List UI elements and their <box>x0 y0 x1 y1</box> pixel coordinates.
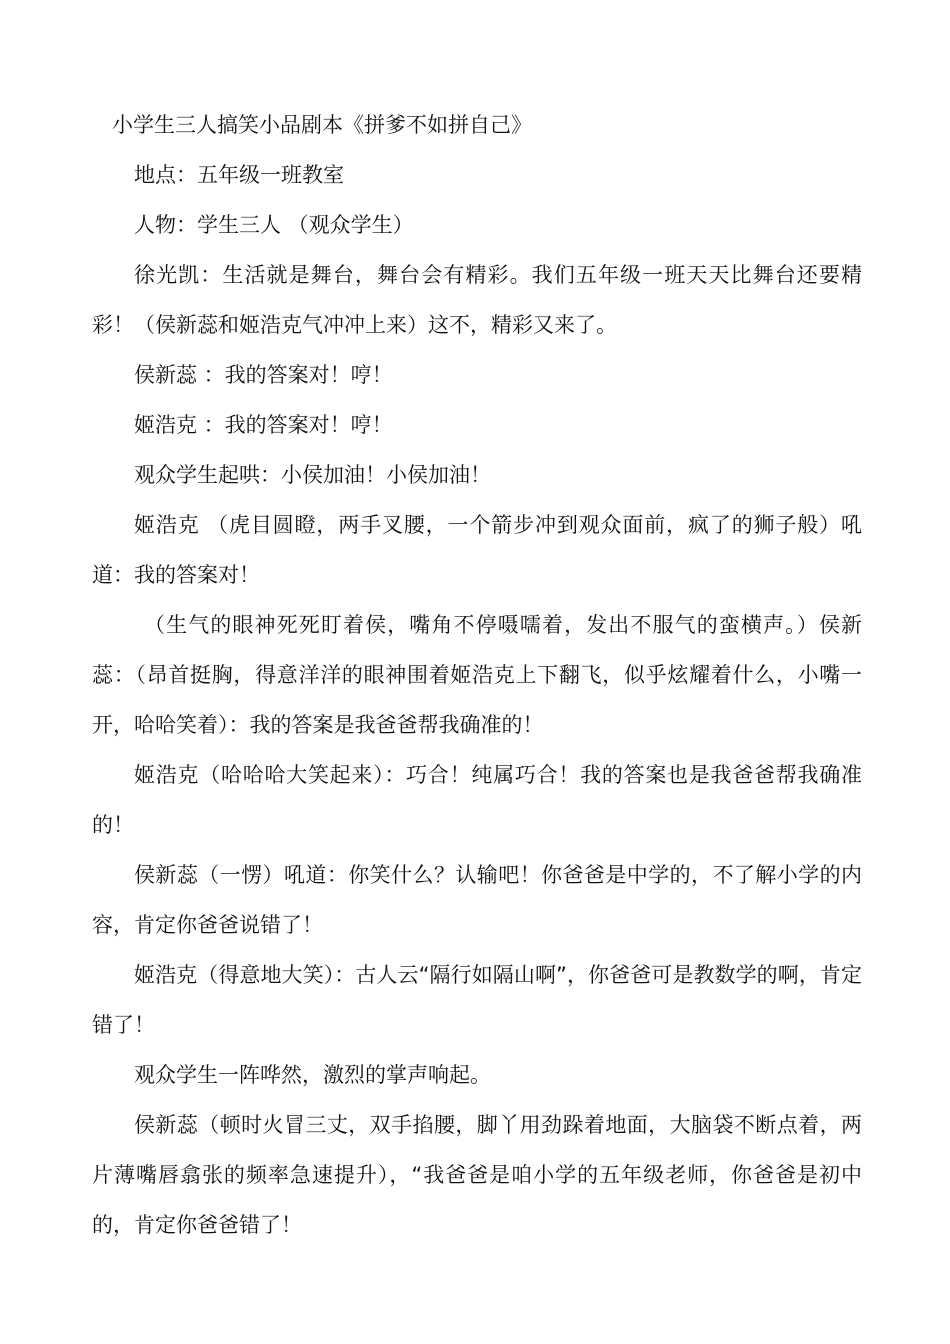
paragraph-dialogue: 姬浩克 ：我的答案对！哼！ <box>134 413 393 437</box>
paragraph-dialogue: 姬浩克（得意地大笑）：古人云“隔行如隔山啊”，你爸爸可是教数学的啊，肯定错了！ <box>92 963 862 1037</box>
paragraph-dialogue: 侯新蕊（一愣）吼道：你笑什么？认输吧！你爸爸是中学的，不了解小学的内容，肯定你爸爸说错了！ <box>92 863 862 937</box>
paragraph-dialogue: 姬浩克（哈哈哈大笑起来）：巧合！纯属巧合！我的答案也是我爸爸帮我确准的！ <box>92 763 862 837</box>
document-body <box>92 100 862 1250</box>
paragraph-dialogue: （生气的眼神死死盯着侯，嘴角不停嗫嚅着，发出不服气的蛮横声。）侯新蕊：（昂首挺胸，得意洋洋的眼神围着姬浩克上下翻飞，似乎炫耀着什么，小嘴一开，哈哈笑着）：我的答案是我爸爸帮我确准的！ <box>92 613 862 737</box>
paragraph-dialogue: 侯新蕊 ：我的答案对！哼！ <box>134 363 393 387</box>
paragraph-dialogue: 侯新蕊（顿时火冒三丈，双手掐腰，脚丫用劲跺着地面，大脑袋不断点着，两片薄嘴唇翕张的频率急速提升），“我爸爸是咱小学的五年级老师，你爸爸是初中的，肯定你爸爸错了！ <box>92 1113 862 1237</box>
paragraph-location: 地点：五年级一班教室 <box>134 163 344 187</box>
paragraph-dialogue: 观众学生起哄：小侯加油！小侯加油！ <box>134 463 491 487</box>
paragraph-dialogue: 观众学生一阵哗然，激烈的掌声响起。 <box>134 1063 491 1087</box>
paragraph-dialogue: 姬浩克 （虎目圆瞪，两手叉腰，一个箭步冲到观众面前，疯了的狮子般）吼道：我的答案对！ <box>92 513 862 587</box>
document-title: 小学生三人搞笑小品剧本《拼爹不如拼自己》 <box>112 113 532 137</box>
paragraph-characters: 人物：学生三人 （观众学生） <box>134 213 414 237</box>
paragraph-dialogue: 徐光凯：生活就是舞台，舞台会有精彩。我们五年级一班天天比舞台还要精彩！（侯新蕊和姬浩克气冲冲上来）这不，精彩又来了。 <box>92 263 862 337</box>
